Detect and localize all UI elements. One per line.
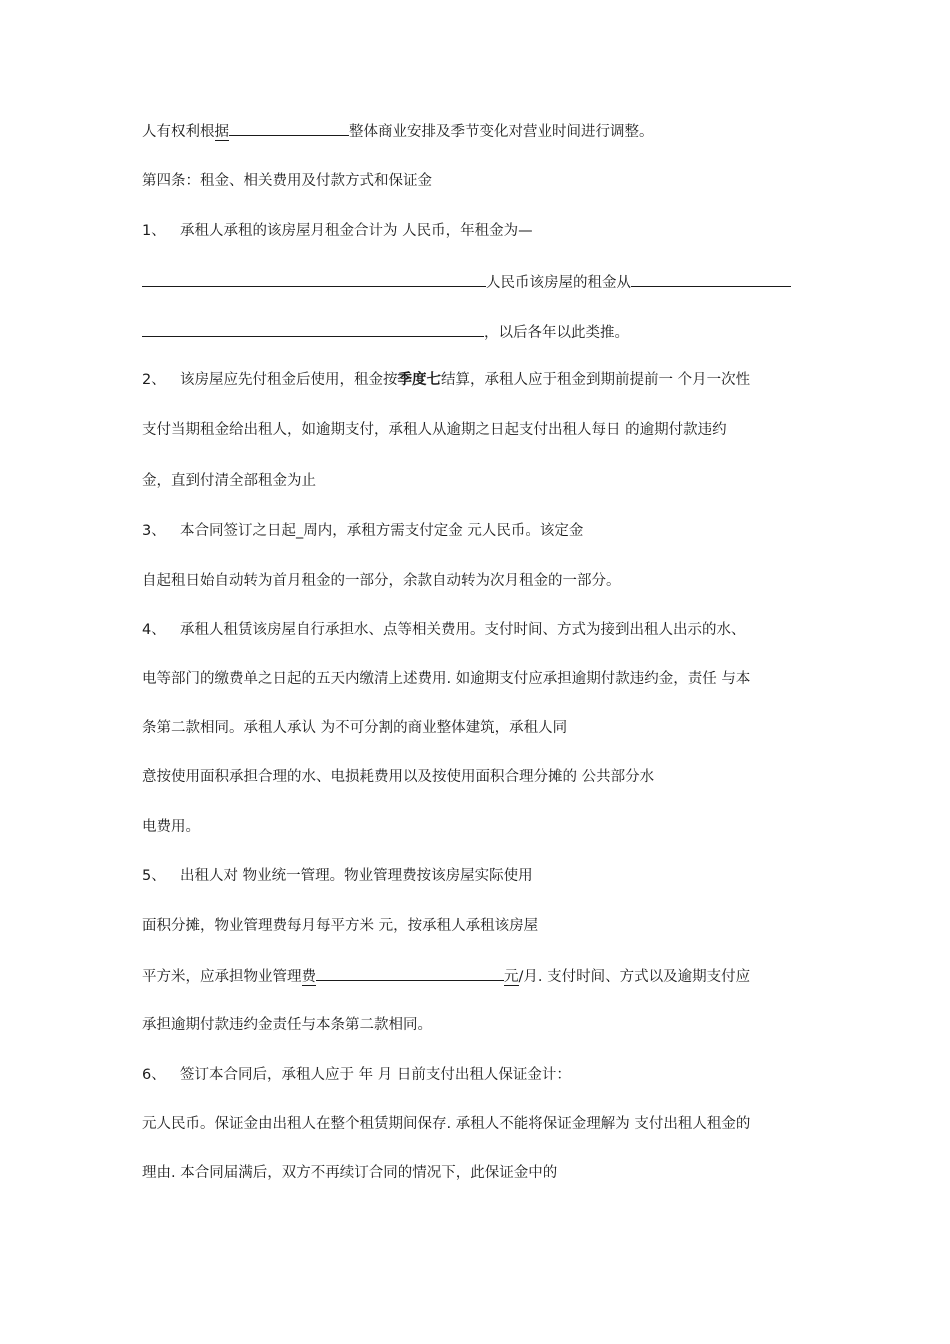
text-fragment: 该房屋应先付租金后使用，租金按 [180,372,398,388]
paragraph-line: 条第二款相同。承租人承认 为不可分割的商业整体建筑，承租人同 [142,720,568,736]
paragraph-line [142,521,583,541]
item-number: 3、 [142,523,166,539]
text-fragment: 承租人承租的该房屋月租金合计为 人民币，年租金为— [180,223,533,239]
text-fragment: 人有权利根 [142,124,215,140]
paragraph-line: 意按使用面积承担合理的水、电损耗费用以及按使用面积合理分摊的 公共部分水 [142,769,655,785]
text-fragment: 签订本合同后，承租人应于 年 月 日前支付出租人保证金计： [180,1067,571,1083]
blank-underline [142,271,486,287]
item-number: 2、 [142,372,166,388]
blank-underline [229,120,349,136]
paragraph-line [142,221,533,241]
text-fragment: 据 [214,124,229,140]
text-fragment: 平方米，应承担物业管理 [142,969,302,985]
paragraph-line [142,620,746,640]
section-heading: 第四条：租金、相关费用及付款方式和保证金 [142,173,432,189]
text-fragment: 本合同签订之日起_周内，承租方需支付定金 元人民币。该定金 [180,523,584,539]
paragraph-line [142,120,654,142]
paragraph-line: 自起租日始自动转为首月租金的一部分，余款自动转为次月租金的一部分。 [142,573,621,589]
text-fragment: 整体商业安排及季节变化对营业时间进行调整。 [349,124,654,140]
paragraph-line: 承担逾期付款违约金责任与本条第二款相同。 [142,1017,432,1033]
paragraph-line: 金，直到付清全部租金为止 [142,473,316,489]
item-number: 1、 [142,223,166,239]
blank-underline [142,321,484,337]
blank-underline [631,271,791,287]
paragraph-line: 元人民币。保证金由出租人在整个租赁期间保存. 承租人不能将保证金理解为 支付出租人租金的 [142,1116,751,1132]
paragraph-line [142,271,791,293]
paragraph-line [142,866,533,886]
text-fragment: /月. 支付时间、方式以及逾期支付应 [518,969,751,985]
text-fragment: 承租人租赁该房屋自行承担水、点等相关费用。支付时间、方式为接到出租人出示的水、 [180,622,746,638]
text-fragment: 费 [301,969,316,985]
item-number: 4、 [142,622,166,638]
text-fragment: 人民币该房屋的租金从 [486,275,631,291]
blank-underline [316,965,504,981]
paragraph-line: 电等部门的缴费单之日起的五天内缴清上述费用. 如逾期支付应承担逾期付款违约金，责任 与本 [142,671,751,687]
text-fragment: 结算，承租人应于租金到期前提前一 个月一次性 [441,372,751,388]
item-number: 5、 [142,868,166,884]
text-fragment: 季度七 [397,372,441,388]
paragraph-line [142,965,750,987]
paragraph-line [142,1065,571,1085]
text-fragment: ，以后各年以此类推。 [484,325,629,341]
paragraph-line: 面积分摊，物业管理费每月每平方米 元，按承租人承租该房屋 [142,918,539,934]
paragraph-line: 支付当期租金给出租人，如逾期支付，承租人从逾期之日起支付出租人每日 的逾期付款违约 [142,422,727,438]
item-number: 6、 [142,1067,166,1083]
text-fragment: 出租人对 物业统一管理。物业管理费按该房屋实际使用 [180,868,533,884]
paragraph-line: 电费用。 [142,819,200,835]
paragraph-line [142,370,750,390]
paragraph-line [142,321,629,343]
text-fragment: 元 [504,969,519,985]
paragraph-line: 理由. 本合同届满后，双方不再续订合同的情况下，此保证金中的 [142,1165,558,1181]
